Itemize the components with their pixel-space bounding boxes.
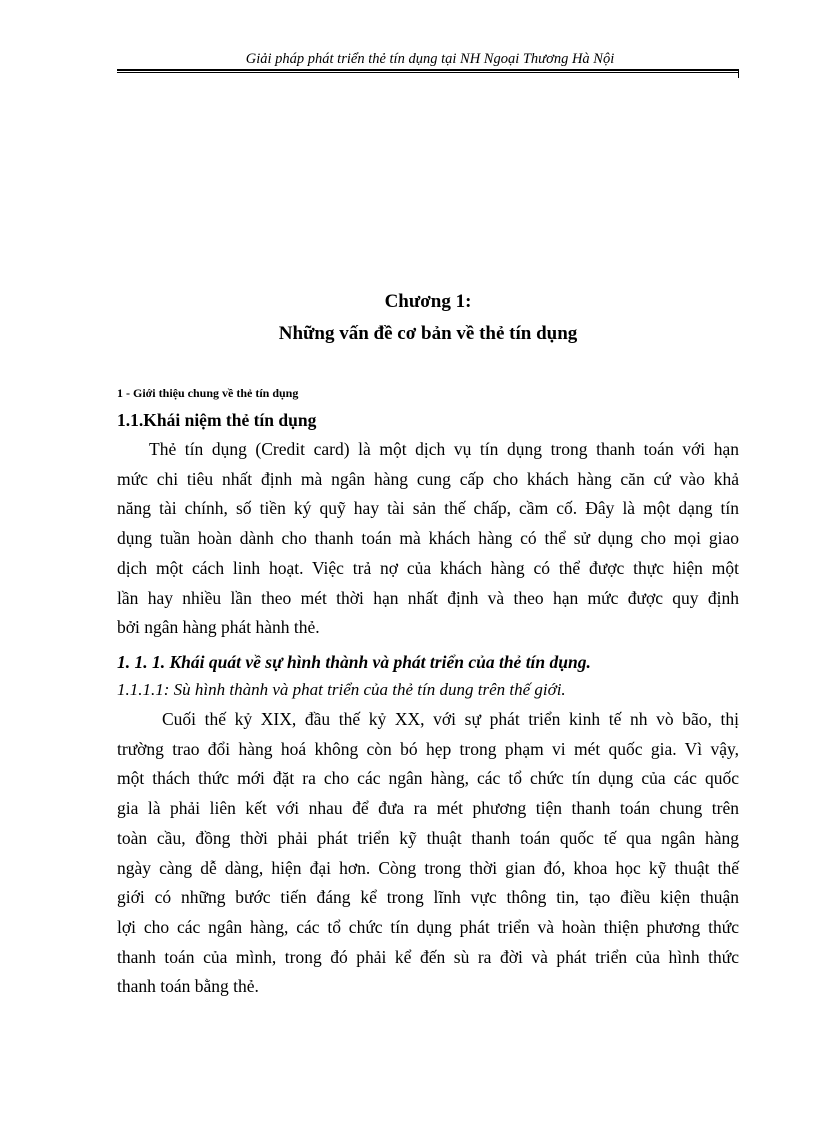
paragraph-line: lần hay nhiều lần theo mét thời hạn nhất định và theo hạn mức được quy định xyxy=(117,587,739,608)
chapter-title: Những vấn đề cơ bản về thẻ tín dụng xyxy=(278,323,578,344)
paragraph-line: một thách thức mới đặt ra cho các ngân hàng, các tổ chức tín dụng của các quốc xyxy=(117,768,739,789)
paragraph-line: giới có những bước tiến đáng kể trong lĩnh vực thông tin, tạo điều kiện thuận xyxy=(117,887,739,908)
paragraph-line: dụng tuần hoàn dành cho thanh toán mà khách hàng có thể sử dụng cho mọi giao xyxy=(117,528,739,549)
chapter-number: Chương 1: xyxy=(384,291,472,312)
paragraph-line: Cuối thế kỷ XIX, đầu thế kỷ XX, với sự phát triển kinh tế nh vò bão, thị xyxy=(162,709,739,729)
header-tick-mark xyxy=(738,69,739,78)
heading-1-1-1-1: 1.1.1.1: Sù hình thành và phat triển của thẻ tín dung trên thế giới. xyxy=(117,680,566,699)
paragraph-line: năng tài chính, số tiền ký quỹ hay tài sản thế chấp, cầm cố. Đây là một dạng tín xyxy=(117,498,739,519)
paragraph-line: gia là phải liên kết với nhau để đưa ra mét phương tiện thanh toán chung trên xyxy=(117,798,739,819)
paragraph-line: bởi ngân hàng phát hành thẻ. xyxy=(117,617,320,638)
section-intro-label: 1 - Giới thiệu chung về thẻ tín dụng xyxy=(117,386,299,400)
paragraph-line: thanh toán bằng thẻ. xyxy=(117,976,259,997)
heading-1-1-1: 1. 1. 1. Khái quát về sự hình thành và phát triển của thẻ tín dụng. xyxy=(117,652,591,672)
header-divider xyxy=(117,69,739,73)
paragraph-line: ngày càng dễ dàng, hiện đại hơn. Còng trong thời gian đó, khoa học kỹ thuật thế xyxy=(117,857,739,878)
paragraph-line: mức chi tiêu nhất định mà ngân hàng cung cấp cho khách hàng căn cứ vào khả xyxy=(117,468,739,489)
paragraph-line: Thẻ tín dụng (Credit card) là một dịch vụ tín dụng trong thanh toán với hạn xyxy=(149,439,739,459)
running-header-title: Giải pháp phát triển thẻ tín dụng tại NH Ngoại Thương Hà Nội xyxy=(245,51,615,67)
paragraph-line: trường trao đổi hàng hoá không còn bó hẹp trong phạm vi mét quốc gia. Vì vậy, xyxy=(117,738,739,759)
paragraph-line: toàn cầu, đồng thời phải phát triển kỹ thuật thanh toán quốc tế qua ngân hàng xyxy=(117,827,739,848)
paragraph-history xyxy=(117,705,739,1002)
paragraph-line: dịch một cách linh hoạt. Việc trả nợ của khách hàng có thể được thực hiện một xyxy=(117,557,739,578)
heading-1-1: 1.1.Khái niệm thẻ tín dụng xyxy=(117,410,317,430)
paragraph-line: thanh toán của mình, trong đó phải kể đến sù ra đời và phát triển của hình thức xyxy=(117,946,739,967)
paragraph-definition xyxy=(117,435,739,643)
paragraph-line: lợi cho các ngân hàng, các tổ chức tín dụng phát triển và hoàn thiện phương thức xyxy=(117,916,739,937)
